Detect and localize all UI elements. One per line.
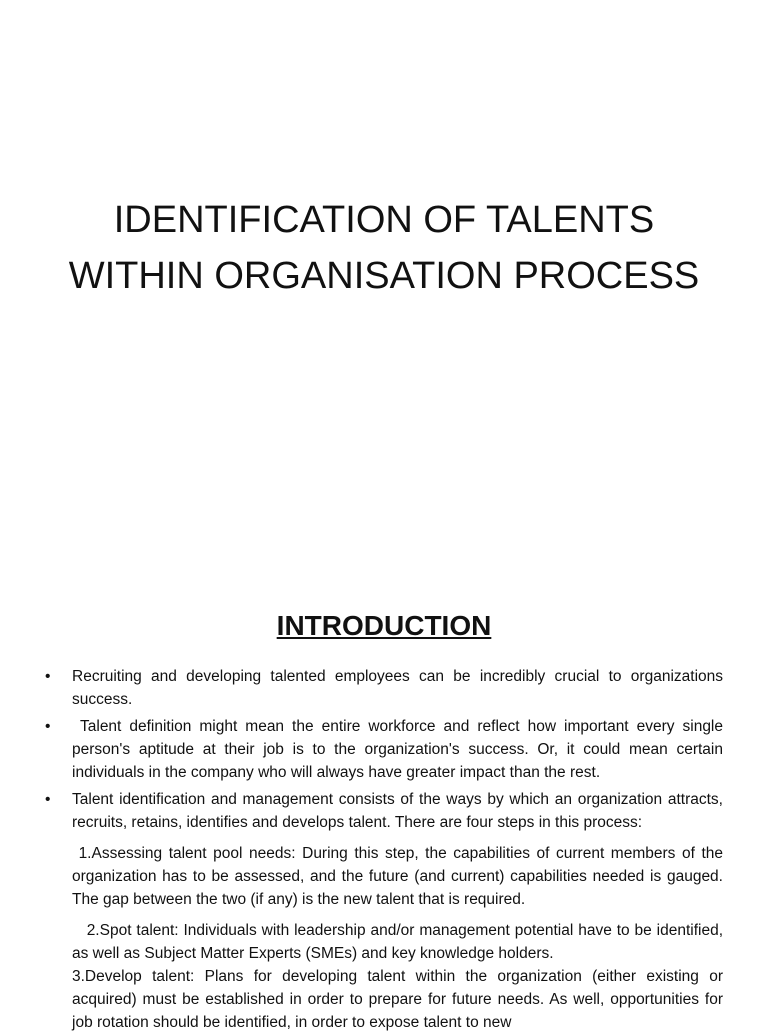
introduction-heading: INTRODUCTION — [276, 610, 492, 641]
bullet-text: Talent identification and management consists of the ways by which an organization attracts, recruits, retains, identifies and develops talent. There are four steps in this process: — [72, 791, 723, 831]
bullet-item — [45, 788, 723, 834]
bullet-text: Talent definition might mean the entire workforce and reflect how important every single person's aptitude at their job is to the organization's success. Or, it could mean certain individuals in the company who will always have greater impact than the rest. — [72, 718, 728, 781]
step-item: 3.Develop talent: Plans for developing talent within the organization (either existing or acquired) must be established in order to prepare for future needs. As well, opportunities for job rotation should be identified, in order to expose talent to new — [72, 968, 723, 1031]
title-line-2: WITHIN ORGANISATION PROCESS — [68, 255, 700, 297]
presentation-title — [40, 192, 728, 304]
bullet-text: Recruiting and developing talented employees can be incredibly crucial to organizations success. — [72, 668, 723, 708]
introduction-body — [45, 665, 728, 1034]
bullet-item — [45, 665, 723, 711]
bullet-item — [45, 715, 728, 784]
bullet-dot: • — [45, 668, 51, 685]
title-line-1: IDENTIFICATION OF TALENTS — [113, 199, 655, 241]
bullet-dot: • — [45, 791, 51, 808]
step-item: 2.Spot talent: Individuals with leadership and/or management potential have to be identified, as well as Subject Matter Experts (SMEs) and key knowledge holders. — [72, 922, 728, 962]
bullet-dot: • — [45, 718, 51, 735]
step-item: 1.Assessing talent pool needs: During this step, the capabilities of current members of the organization has to be assessed, and the future (and current) capabilities needed is gauged. The gap between the two (if any) is the new talent that is required. — [72, 845, 728, 908]
introduction-slide — [0, 560, 768, 1031]
